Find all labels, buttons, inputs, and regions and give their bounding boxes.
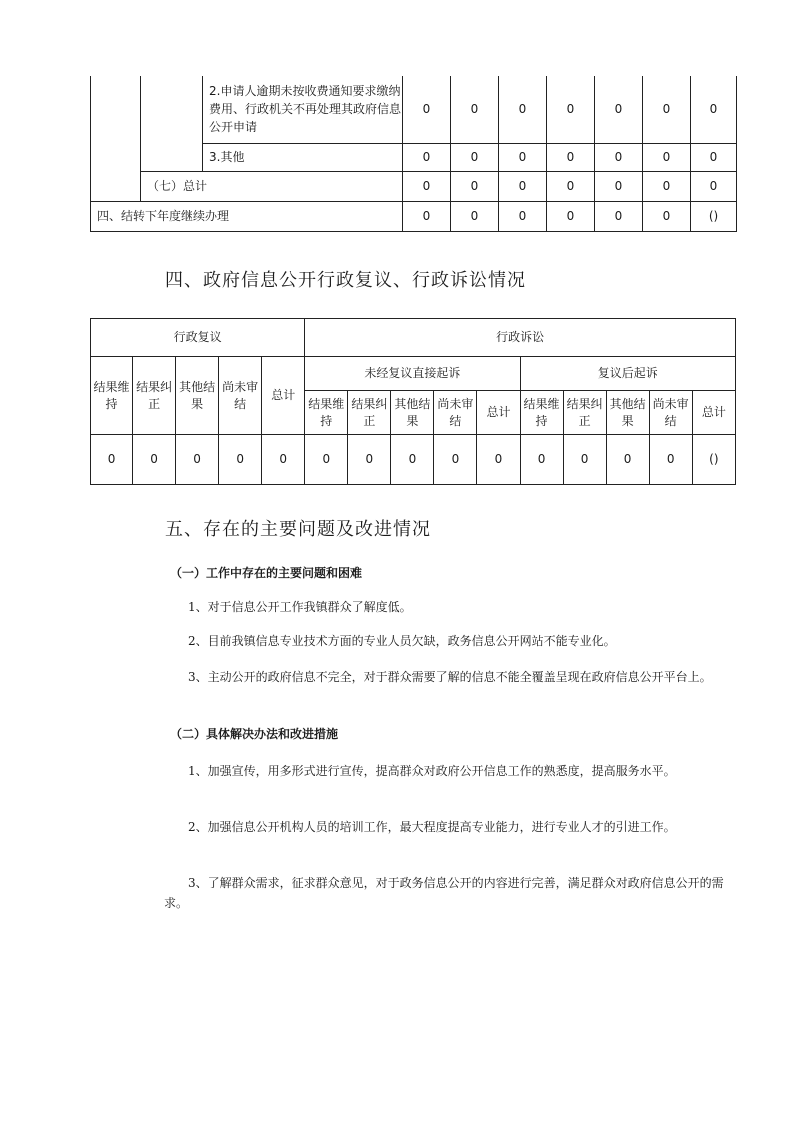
section-title: 四、政府信息公开行政复议、行政诉讼情况 bbox=[165, 270, 526, 291]
table-row bbox=[91, 357, 736, 391]
section-title: 五、存在的主要问题及改进情况 bbox=[165, 519, 431, 540]
row-label: 3.其他 bbox=[203, 143, 403, 171]
paragraph: 1、加强宣传，用多形式进行宣传，提高群众对政府公开信息工作的熟悉度，提高服务水平。 bbox=[188, 764, 676, 778]
cell-value: 0 bbox=[595, 143, 643, 171]
table-row bbox=[91, 76, 737, 143]
table-row bbox=[91, 171, 737, 201]
cell-value: 0 bbox=[691, 171, 737, 201]
admin-review-header: 行政复议 bbox=[91, 319, 305, 357]
cell-value: 0 bbox=[403, 201, 451, 231]
cell-value: 0 bbox=[451, 201, 499, 231]
after-review-suit-header: 复议后起诉 bbox=[520, 357, 736, 391]
cell-value: 0 bbox=[403, 143, 451, 171]
table-row bbox=[91, 201, 737, 231]
cell-value: 0 bbox=[499, 76, 547, 143]
cell-value: 0 bbox=[499, 171, 547, 201]
cell-value: 0 bbox=[643, 201, 691, 231]
cell-value: 0 bbox=[595, 76, 643, 143]
column-header: 总计 bbox=[692, 391, 735, 435]
cell-value: 0 bbox=[434, 435, 477, 485]
row-label: 2.申请人逾期未按收费通知要求缴纳费用、行政机关不再处理其政府信息公开申请 bbox=[203, 76, 403, 143]
cell-value: 0 bbox=[403, 171, 451, 201]
cell-value: 0 bbox=[477, 435, 520, 485]
cell-value: 0 bbox=[451, 171, 499, 201]
column-header: 结果纠正 bbox=[133, 357, 176, 435]
cell-value: 0 bbox=[595, 201, 643, 231]
column-header: 其他结果 bbox=[176, 357, 219, 435]
cell-value: 0 bbox=[305, 435, 348, 485]
admin-litigation-header: 行政诉讼 bbox=[305, 319, 736, 357]
cell-value: 0 bbox=[643, 143, 691, 171]
cell-value: 0 bbox=[520, 435, 563, 485]
column-header: 其他结果 bbox=[606, 391, 649, 435]
inner-category-cell bbox=[141, 76, 203, 171]
paragraph: 1、对于信息公开工作我镇群众了解度低。 bbox=[188, 600, 412, 614]
cell-value: 0 bbox=[262, 435, 305, 485]
column-header: 结果纠正 bbox=[563, 391, 606, 435]
table-row bbox=[91, 319, 736, 357]
column-header: 尚未审结 bbox=[649, 391, 692, 435]
cell-value: () bbox=[692, 435, 735, 485]
cell-value: 0 bbox=[499, 201, 547, 231]
column-header: 尚未审结 bbox=[219, 357, 262, 435]
cell-value: 0 bbox=[643, 171, 691, 201]
column-header: 其他结果 bbox=[391, 391, 434, 435]
column-header: 结果维持 bbox=[305, 391, 348, 435]
cell-value: 0 bbox=[451, 76, 499, 143]
column-header: 结果维持 bbox=[520, 391, 563, 435]
cell-value: 0 bbox=[691, 143, 737, 171]
cell-value: 0 bbox=[499, 143, 547, 171]
direct-suit-header: 未经复议直接起诉 bbox=[305, 357, 520, 391]
cell-value: 0 bbox=[403, 76, 451, 143]
cell-value: 0 bbox=[606, 435, 649, 485]
statistics-table-continued bbox=[90, 76, 737, 232]
cell-value: 0 bbox=[595, 171, 643, 201]
cell-value: 0 bbox=[133, 435, 176, 485]
paragraph: 3、了解群众需求，征求群众意见，对于政务信息公开的内容进行完善，满足群众对政府信息公开的需求。 bbox=[164, 876, 724, 910]
cell-value: 0 bbox=[643, 76, 691, 143]
paragraph: 3、主动公开的政府信息不完全，对于群众需要了解的信息不能全覆盖呈现在政府信息公开平台上。 bbox=[188, 670, 712, 684]
cell-value: 0 bbox=[348, 435, 391, 485]
cell-value: 0 bbox=[649, 435, 692, 485]
row-label: 四、结转下年度继续办理 bbox=[91, 201, 403, 231]
paragraph: 2、加强信息公开机构人员的培训工作，最大程度提高专业能力，进行专业人才的引进工作。 bbox=[188, 820, 676, 834]
cell-value: 0 bbox=[547, 201, 595, 231]
cell-value: 0 bbox=[547, 171, 595, 201]
column-header: 尚未审结 bbox=[434, 391, 477, 435]
cell-value: 0 bbox=[451, 143, 499, 171]
subsection-title: （一）工作中存在的主要问题和困难 bbox=[170, 566, 363, 580]
cell-value: 0 bbox=[219, 435, 262, 485]
column-header: 结果纠正 bbox=[348, 391, 391, 435]
outer-category-cell bbox=[91, 76, 141, 201]
column-header: 总计 bbox=[262, 357, 305, 435]
cell-value: 0 bbox=[547, 76, 595, 143]
cell-value: 0 bbox=[691, 76, 737, 143]
cell-value: 0 bbox=[547, 143, 595, 171]
cell-value: 0 bbox=[391, 435, 434, 485]
subsection-title: （二）具体解决办法和改进措施 bbox=[170, 727, 339, 741]
cell-value: 0 bbox=[563, 435, 606, 485]
cell-value: 0 bbox=[176, 435, 219, 485]
row-label: （七）总计 bbox=[141, 171, 403, 201]
column-header: 结果维持 bbox=[91, 357, 133, 435]
cell-value: 0 bbox=[91, 435, 133, 485]
cell-value: () bbox=[691, 201, 737, 231]
review-litigation-table bbox=[90, 318, 736, 485]
table-row bbox=[91, 435, 736, 485]
column-header: 总计 bbox=[477, 391, 520, 435]
paragraph: 2、目前我镇信息专业技术方面的专业人员欠缺，政务信息公开网站不能专业化。 bbox=[188, 634, 616, 648]
